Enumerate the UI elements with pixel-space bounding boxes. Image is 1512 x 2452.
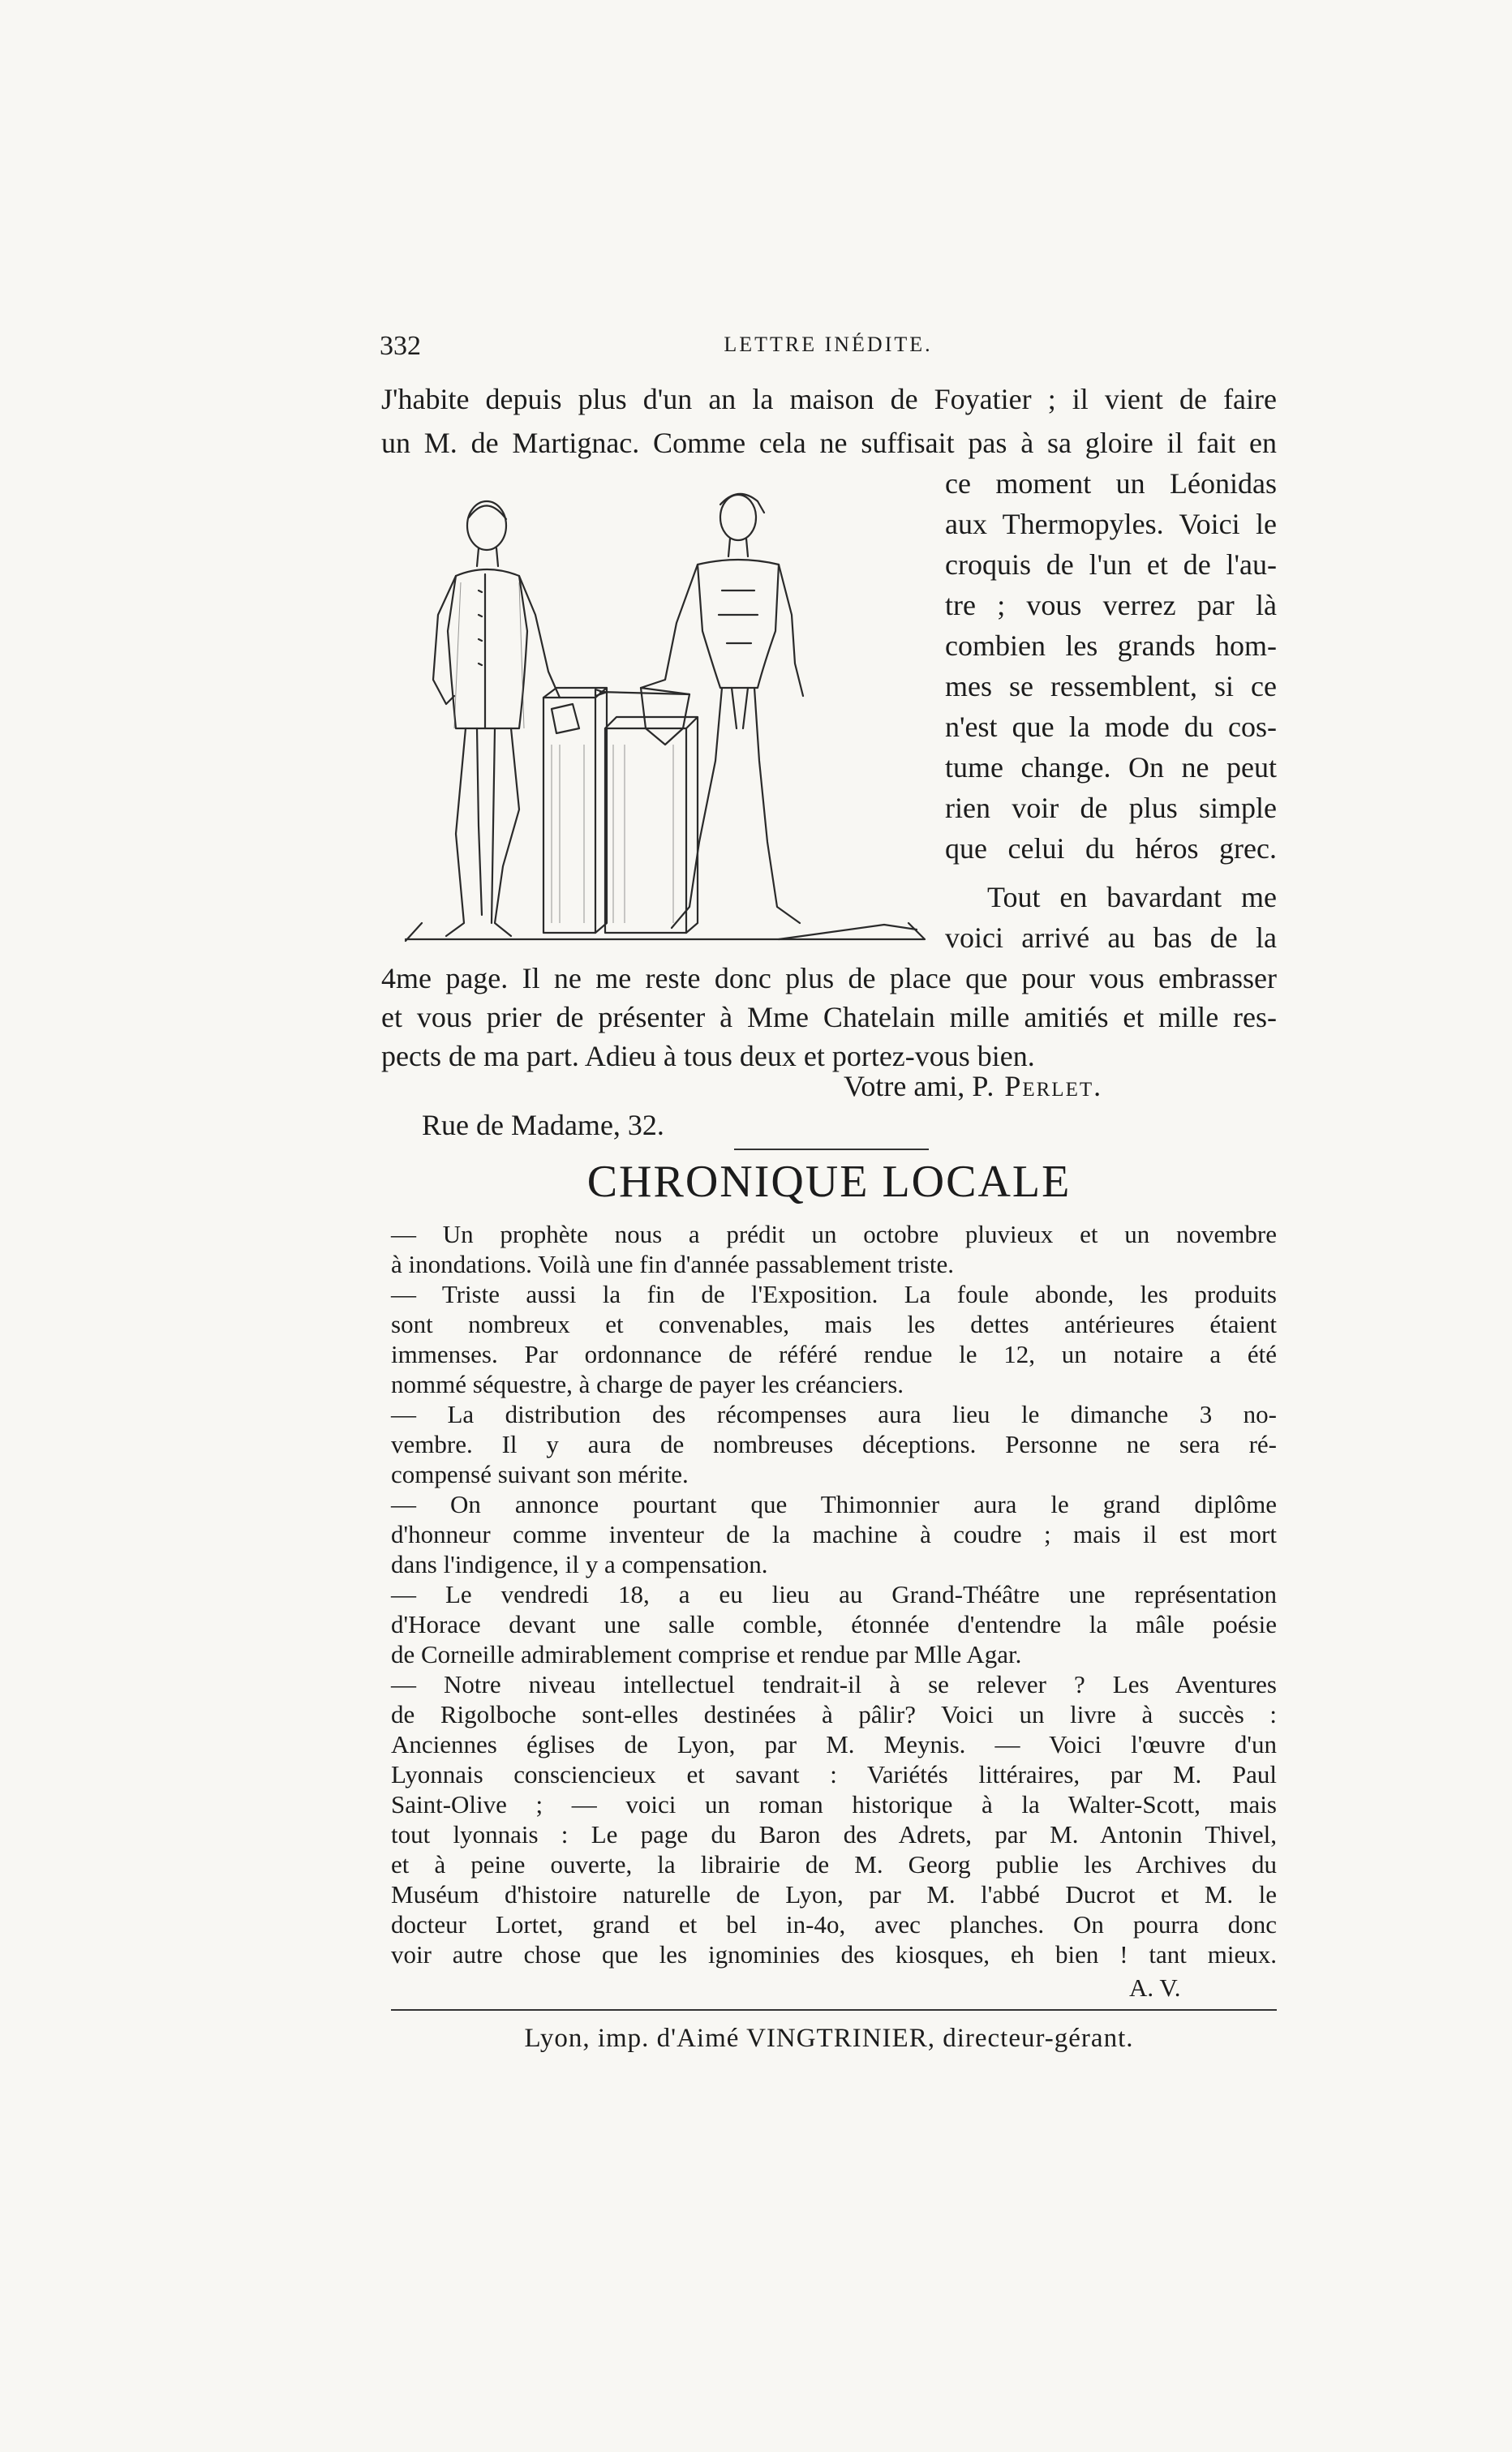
chronique-line: Anciennes églises de Lyon, par M. Meynis. — Voici l'œuvre d'un bbox=[391, 1730, 1277, 1758]
chronique-line: docteur Lortet, grand et bel in-4o, avec planches. On pourra donc bbox=[391, 1910, 1277, 1939]
chronique-line: Muséum d'histoire naturelle de Lyon, par M. l'abbé Ducrot et M. le bbox=[391, 1880, 1277, 1909]
page-header bbox=[380, 331, 1277, 371]
chronique-line: tout lyonnais : Le page du Baron des Adrets, par M. Antonin Thivel, bbox=[391, 1820, 1277, 1849]
author-initials: A. V. bbox=[1129, 1973, 1181, 2002]
chronique-line: de Rigolboche sont-elles destinées à pâlir? Voici un livre à succès : bbox=[391, 1700, 1277, 1728]
signature: P. Perlet. bbox=[972, 1070, 1103, 1102]
chronique-line: — On annonce pourtant que Thimonnier aura le grand diplôme bbox=[391, 1490, 1277, 1518]
letter-line: et vous prier de présenter à Mme Chatelain mille amitiés et mille res- bbox=[381, 1001, 1277, 1033]
letter-line: Tout en bavardant me bbox=[987, 881, 1277, 913]
chronique-line: Saint-Olive ; — voici un roman historique à la Walter-Scott, mais bbox=[391, 1790, 1277, 1819]
letter-line: combien les grands hom- bbox=[945, 629, 1277, 662]
chronique-line: d'Horace devant une salle comble, étonnée d'entendre la mâle poésie bbox=[391, 1610, 1277, 1638]
chronique-line: immenses. Par ordonnance de référé rendue le 12, un notaire a été bbox=[391, 1340, 1277, 1368]
signature-block bbox=[844, 1069, 1102, 1103]
letter-line: pects de ma part. Adieu à tous deux et portez-vous bien. bbox=[381, 1040, 1035, 1072]
chronique-line: sont nombreux et convenables, mais les dettes antérieures étaient bbox=[391, 1310, 1277, 1338]
letter-line: rien voir de plus simple bbox=[945, 792, 1277, 824]
chronique-line: compensé suivant son mérite. bbox=[391, 1460, 689, 1488]
letter-line: mes se ressemblent, si ce bbox=[945, 670, 1277, 702]
chronique-line: — Le vendredi 18, a eu lieu au Grand-Théâtre une représentation bbox=[391, 1580, 1277, 1608]
chronique-line: — La distribution des récompenses aura lieu le dimanche 3 no- bbox=[391, 1400, 1277, 1428]
letter-line: que celui du héros grec. bbox=[945, 832, 1277, 865]
chronique-line: dans l'indigence, il y a compensation. bbox=[391, 1550, 768, 1578]
chronique-line: — Notre niveau intellectuel tendrait-il à se relever ? Les Aventures bbox=[391, 1670, 1277, 1698]
address: Rue de Madame, 32. bbox=[422, 1109, 664, 1141]
letter-line: voici arrivé au bas de la bbox=[945, 921, 1277, 954]
chronique-line: et à peine ouverte, la librairie de M. Georg publie les Archives du bbox=[391, 1850, 1277, 1879]
letter-line: croquis de l'un et de l'au- bbox=[945, 548, 1277, 581]
section-title: CHRONIQUE LOCALE bbox=[586, 1157, 1072, 1207]
letter-line: tre ; vous verrez par là bbox=[945, 589, 1277, 621]
footer-divider bbox=[391, 2009, 1277, 2011]
chronique-line: — Triste aussi la fin de l'Exposition. La foule abonde, les produits bbox=[391, 1280, 1277, 1308]
letter-line: tume change. On ne peut bbox=[945, 751, 1277, 784]
chronique-line: à inondations. Voilà une fin d'année passablement triste. bbox=[391, 1250, 955, 1278]
page-number: 332 bbox=[380, 331, 421, 361]
running-title: LETTRE INÉDITE. bbox=[724, 333, 933, 356]
section-divider bbox=[734, 1149, 929, 1150]
chronique-line: de Corneille admirablement comprise et rendue par Mlle Agar. bbox=[391, 1640, 1022, 1668]
letter-line: n'est que la mode du cos- bbox=[945, 711, 1277, 743]
chronique-line: Lyonnais consciencieux et savant : Variétés littéraires, par M. Paul bbox=[391, 1760, 1277, 1789]
chronique-line: voir autre chose que les ignominies des kiosques, eh bien ! tant mieux. bbox=[391, 1940, 1277, 1969]
closing: Votre ami, bbox=[844, 1070, 965, 1102]
letter-line: aux Thermopyles. Voici le bbox=[945, 508, 1277, 540]
letter-line: J'habite depuis plus d'un an la maison de Foyatier ; il vient de faire bbox=[381, 383, 1277, 415]
chronique-line: d'honneur comme inventeur de la machine à coudre ; mais il est mort bbox=[391, 1520, 1277, 1548]
printer-imprint: Lyon, imp. d'Aimé VINGTRINIER, directeur-gérant. bbox=[524, 2024, 1134, 2053]
chronique-line: — Un prophète nous a prédit un octobre pluvieux et un novembre bbox=[391, 1220, 1277, 1248]
statues-illustration bbox=[397, 485, 933, 955]
letter-line: ce moment un Léonidas bbox=[945, 467, 1277, 500]
chronique-line: vembre. Il y aura de nombreuses déceptions. Personne ne sera ré- bbox=[391, 1430, 1277, 1458]
letter-line: 4me page. Il ne me reste donc plus de place que pour vous embrasser bbox=[381, 962, 1277, 994]
chronique-line: nommé séquestre, à charge de payer les créanciers. bbox=[391, 1370, 904, 1398]
letter-line: un M. de Martignac. Comme cela ne suffisait pas à sa gloire il fait en bbox=[381, 427, 1277, 459]
